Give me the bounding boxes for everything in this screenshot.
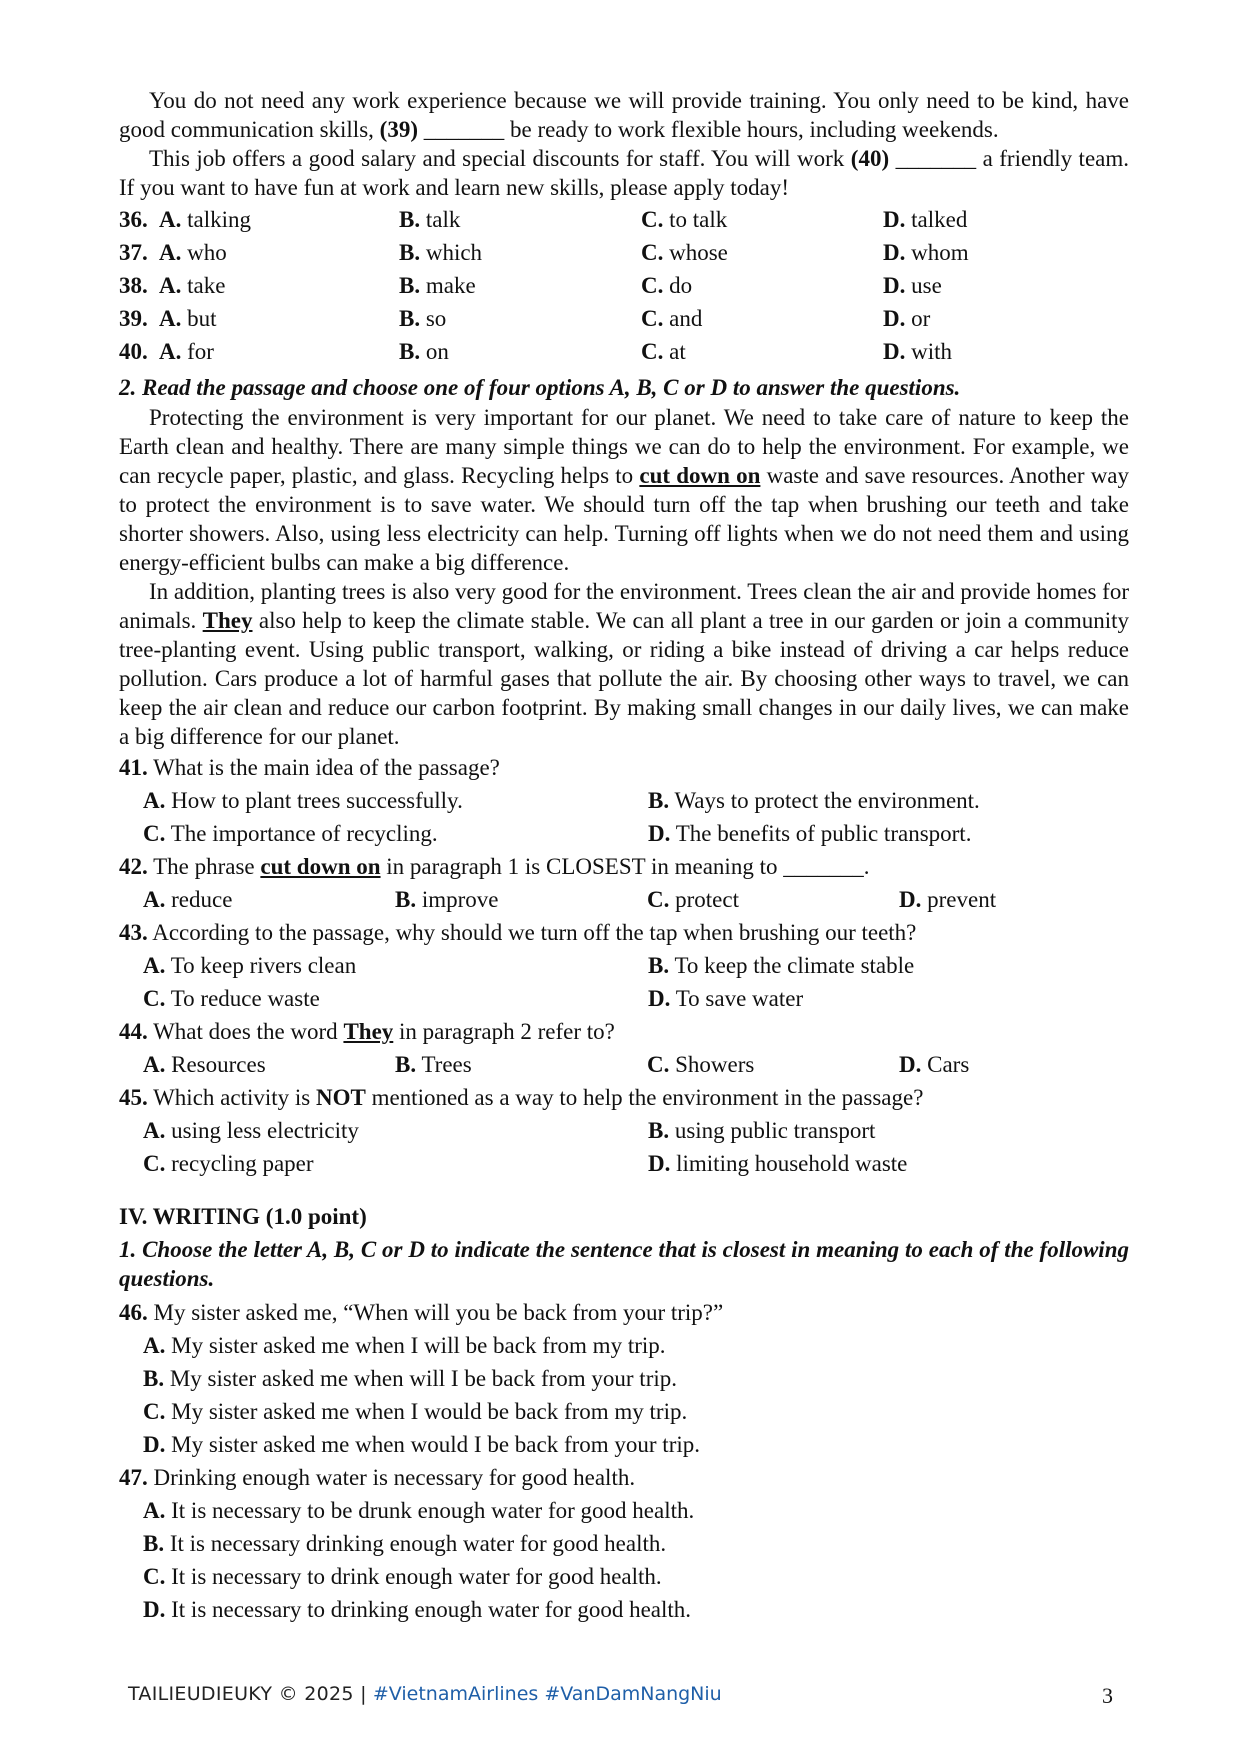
- option-d: D. To save water: [648, 986, 804, 1011]
- option-c: C. whose: [641, 240, 728, 265]
- page-number: 3: [1102, 1683, 1113, 1708]
- option-d: D. prevent: [899, 887, 997, 912]
- option-c: C. at: [641, 339, 686, 364]
- option-d: D. My sister asked me when would I be back from your trip.: [143, 1432, 701, 1457]
- question-46: 46. My sister asked me, “When will you be back from your trip?”: [119, 1300, 724, 1325]
- question-47: 47. Drinking enough water is necessary for good health.: [119, 1465, 636, 1490]
- passage-1-paragraph-1: You do not need any work experience because we will provide training. You only need to be kind, have good communication skills, (39) _______ be ready to work flexible hours, including weekends.: [119, 88, 1129, 142]
- option-c: C. My sister asked me when I would be back from my trip.: [143, 1399, 688, 1424]
- option-a: A. using less electricity: [143, 1118, 359, 1143]
- question-44: 44. What does the word They in paragraph 2 refer to?: [119, 1019, 615, 1044]
- footer-hashtags: #VietnamAirlines #VanDamNangNiu: [372, 1683, 722, 1705]
- option-a: A. Resources: [143, 1052, 266, 1077]
- document-page: [119, 86, 1129, 1626]
- question-41-options: [119, 784, 1129, 850]
- page-footer: [128, 1683, 1113, 1713]
- option-b: B. which: [399, 240, 483, 265]
- option-d: D. talked: [883, 207, 968, 232]
- option-c: C. recycling paper: [143, 1151, 314, 1176]
- question-row: 39. A. but B. so C. and D. or: [119, 302, 1129, 335]
- option-d: D. limiting household waste: [648, 1151, 908, 1176]
- option-a: A. To keep rivers clean: [143, 953, 357, 978]
- footer-brand: TAILIEUDIEUKY © 2025 |: [128, 1683, 367, 1705]
- option-b: B. My sister asked me when will I be back from your trip.: [143, 1366, 678, 1391]
- option-c: C. do: [641, 273, 693, 298]
- option-d: D. It is necessary to drinking enough water for good health.: [143, 1597, 692, 1622]
- option-d: D. or: [883, 306, 931, 331]
- option-b: B. using public transport: [648, 1118, 876, 1143]
- option-b: B. so: [399, 306, 447, 331]
- option-c: C. to talk: [641, 207, 728, 232]
- option-a: A. but: [159, 306, 217, 331]
- question-44-options: [119, 1048, 1129, 1081]
- option-a: A. How to plant trees successfully.: [143, 788, 463, 813]
- option-a: A. reduce: [143, 887, 233, 912]
- option-b: B. improve: [395, 887, 499, 912]
- question-41: 41. What is the main idea of the passage?: [119, 755, 500, 780]
- option-d: D. with: [883, 339, 953, 364]
- option-d: D. whom: [883, 240, 969, 265]
- question-row: 37. A. who B. which C. whose D. whom: [119, 236, 1129, 269]
- question-row: 38. A. take B. make C. do D. use: [119, 269, 1129, 302]
- option-d: D. The benefits of public transport.: [648, 821, 972, 846]
- option-d: D. Cars: [899, 1052, 970, 1077]
- underlined-word: They: [202, 608, 253, 633]
- option-b: B. on: [399, 339, 449, 364]
- questions-36-40: [119, 203, 1129, 368]
- question-45-options: [119, 1114, 1129, 1180]
- question-43-options: [119, 949, 1129, 1015]
- question-row: 36. A. talking B. talk C. to talk D. talked: [119, 203, 1129, 236]
- option-a: A. talking: [159, 207, 252, 232]
- option-b: B. make: [399, 273, 476, 298]
- option-b: B. Ways to protect the environment.: [648, 788, 980, 813]
- question-45: 45. Which activity is NOT mentioned as a way to help the environment in the passage?: [119, 1085, 924, 1110]
- question-42-options: [119, 883, 1129, 916]
- passage-2-paragraph-1: Protecting the environment is very important for our planet. We need to take care of nature to keep the Earth clean and healthy. There are many simple things we can do to help the environment. For example, we can recycle paper, plastic, and glass. Recycling helps to cut down on waste and save resources. Another way to protect the environment is to save water. We should turn off the tap when brushing our teeth and take shorter showers. Also, using less electricity can help. Turning off lights when we do not need them and using energy-efficient bulbs can make a big difference.: [119, 405, 1130, 575]
- option-b: B. To keep the climate stable: [648, 953, 915, 978]
- option-a: A. who: [159, 240, 227, 265]
- question-43: 43. According to the passage, why should we turn off the tap when brushing our teeth?: [119, 920, 917, 945]
- question-42: 42. The phrase cut down on in paragraph 1 is CLOSEST in meaning to _______.: [119, 854, 870, 879]
- option-c: C. It is necessary to drink enough water for good health.: [143, 1564, 662, 1589]
- option-a: A. My sister asked me when I will be back from my trip.: [143, 1333, 666, 1358]
- option-a: A. for: [159, 339, 214, 364]
- option-c: C. The importance of recycling.: [143, 821, 438, 846]
- option-b: B. It is necessary drinking enough water for good health.: [143, 1531, 667, 1556]
- section-2-heading: 2. Read the passage and choose one of four options A, B, C or D to answer the questions.: [119, 375, 961, 400]
- writing-instruction: 1. Choose the letter A, B, C or D to indicate the sentence that is closest in meaning to each of the following questions.: [119, 1237, 1129, 1291]
- passage-1-paragraph-2: This job offers a good salary and special discounts for staff. You will work (40) _______ a friendly team. If you want to have fun at work and learn new skills, please apply today!: [119, 146, 1130, 200]
- question-row: 40. A. for B. on C. at D. with: [119, 335, 1129, 368]
- option-d: D. use: [883, 273, 942, 298]
- option-c: C. protect: [647, 887, 739, 912]
- option-c: C. and: [641, 306, 703, 331]
- option-c: C. Showers: [647, 1052, 755, 1077]
- option-b: B. talk: [399, 207, 461, 232]
- option-a: A. take: [159, 273, 226, 298]
- option-b: B. Trees: [395, 1052, 472, 1077]
- passage-2-paragraph-2: In addition, planting trees is also very good for the environment. Trees clean the air and provide homes for animals. They also help to keep the climate stable. We can all plant a tree in our garden or join a community tree-planting event. Using public transport, walking, or riding a bike instead of driving a car helps reduce pollution. Cars produce a lot of harmful gases that pollute the air. By choosing other ways to travel, we can keep the air clean and reduce our carbon footprint. By making small changes in our daily lives, we can make a big difference for our planet.: [119, 579, 1129, 749]
- option-a: A. It is necessary to be drunk enough water for good health.: [143, 1498, 695, 1523]
- underlined-phrase: cut down on: [639, 463, 761, 488]
- option-c: C. To reduce waste: [143, 986, 320, 1011]
- writing-section-title: IV. WRITING (1.0 point): [119, 1204, 367, 1229]
